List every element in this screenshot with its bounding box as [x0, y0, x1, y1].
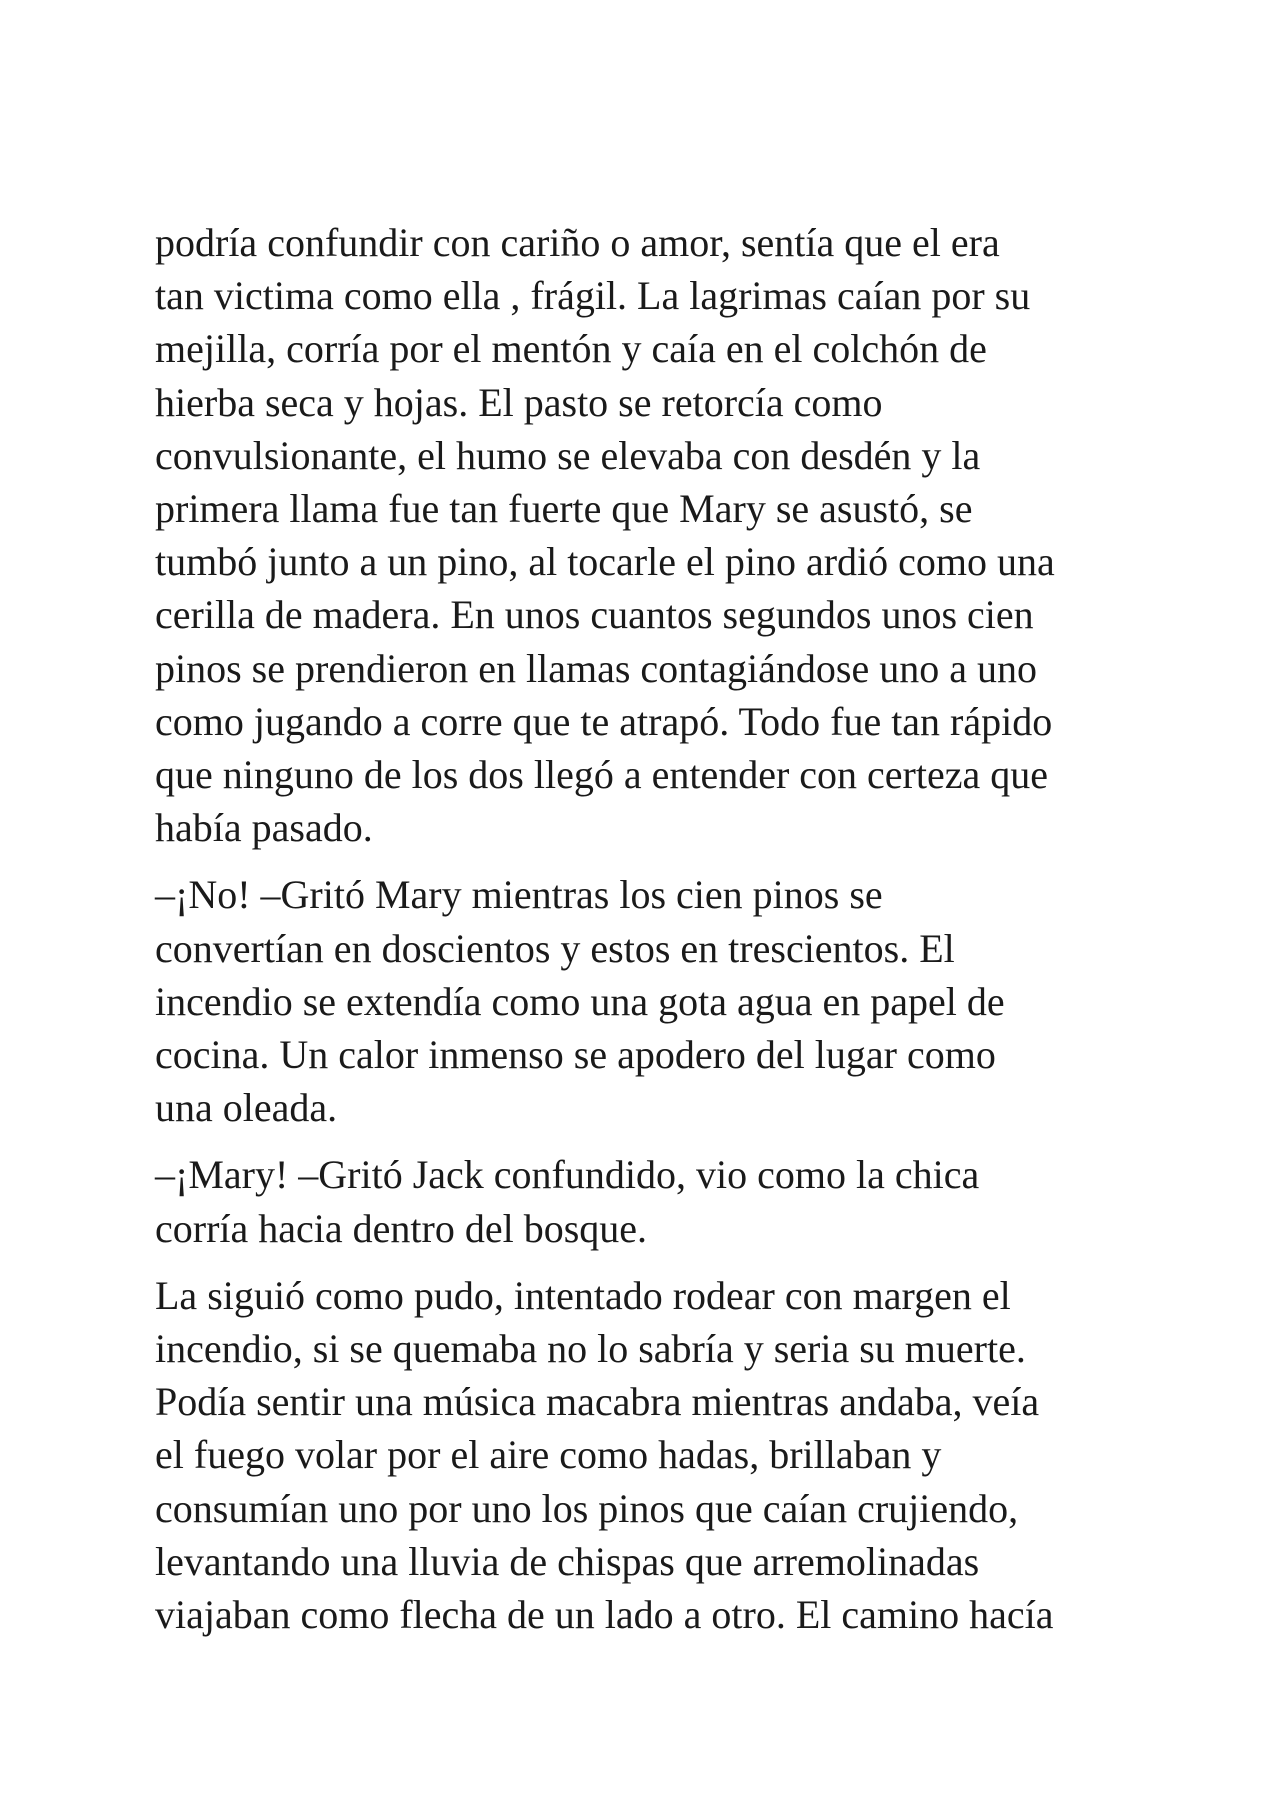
text-line: –¡No! –Gritó Mary mientras los cien pinos se	[155, 872, 883, 918]
text-line: tumbó junto a un pino, al tocarle el pino ardió como una	[155, 539, 1055, 585]
page-text	[155, 216, 1165, 1655]
text-line: convertían en doscientos y estos en trescientos. El	[155, 925, 955, 971]
text-line: hierba seca y hojas. El pasto se retorcía como	[155, 379, 883, 425]
text-line: el fuego volar por el aire como hadas, brillaban y	[155, 1432, 942, 1478]
paragraph-1	[155, 216, 1165, 854]
text-line: tan victima como ella , frágil. La lagrimas caían por su	[155, 273, 1031, 319]
text-line: corría hacia dentro del bosque.	[155, 1205, 648, 1251]
text-line: como jugando a corre que te atrapó. Todo fue tan rápido	[155, 698, 1053, 744]
paragraph-3	[155, 1148, 1165, 1254]
text-line: había pasado.	[155, 805, 373, 851]
text-line: pinos se prendieron en llamas contagiándose uno a uno	[155, 645, 1037, 691]
text-line: Podía sentir una música macabra mientras andaba, veía	[155, 1379, 1040, 1425]
text-line: La siguió como pudo, intentado rodear con margen el	[155, 1272, 1011, 1318]
text-line: viajaban como flecha de un lado a otro. El camino hacía	[155, 1592, 1054, 1638]
text-line: incendio se extendía como una gota agua en papel de	[155, 978, 1005, 1024]
text-line: podría confundir con cariño o amor, sentía que el era	[155, 220, 1000, 265]
text-line: –¡Mary! –Gritó Jack confundido, vio como la chica	[155, 1152, 980, 1198]
text-line: levantando una lluvia de chispas que arremolinadas	[155, 1538, 980, 1584]
text-line: mejilla, corría por el mentón y caía en el colchón de	[155, 326, 987, 372]
text-line: cocina. Un calor inmenso se apodero del lugar como	[155, 1032, 996, 1078]
text-line: convulsionante, el humo se elevaba con desdén y la	[155, 432, 981, 478]
text-line: incendio, si se quemaba no lo sabría y seria su muerte.	[155, 1326, 1026, 1372]
text-line: cerilla de madera. En unos cuantos segundos unos cien	[155, 592, 1034, 638]
text-line: primera llama fue tan fuerte que Mary se asustó, se	[155, 486, 973, 532]
paragraph-4	[155, 1269, 1165, 1641]
text-line: una oleada.	[155, 1085, 338, 1131]
paragraph-2	[155, 868, 1165, 1134]
text-line: que ninguno de los dos llegó a entender con certeza que	[155, 752, 1049, 798]
text-line: consumían uno por uno los pinos que caían crujiendo,	[155, 1485, 1019, 1531]
